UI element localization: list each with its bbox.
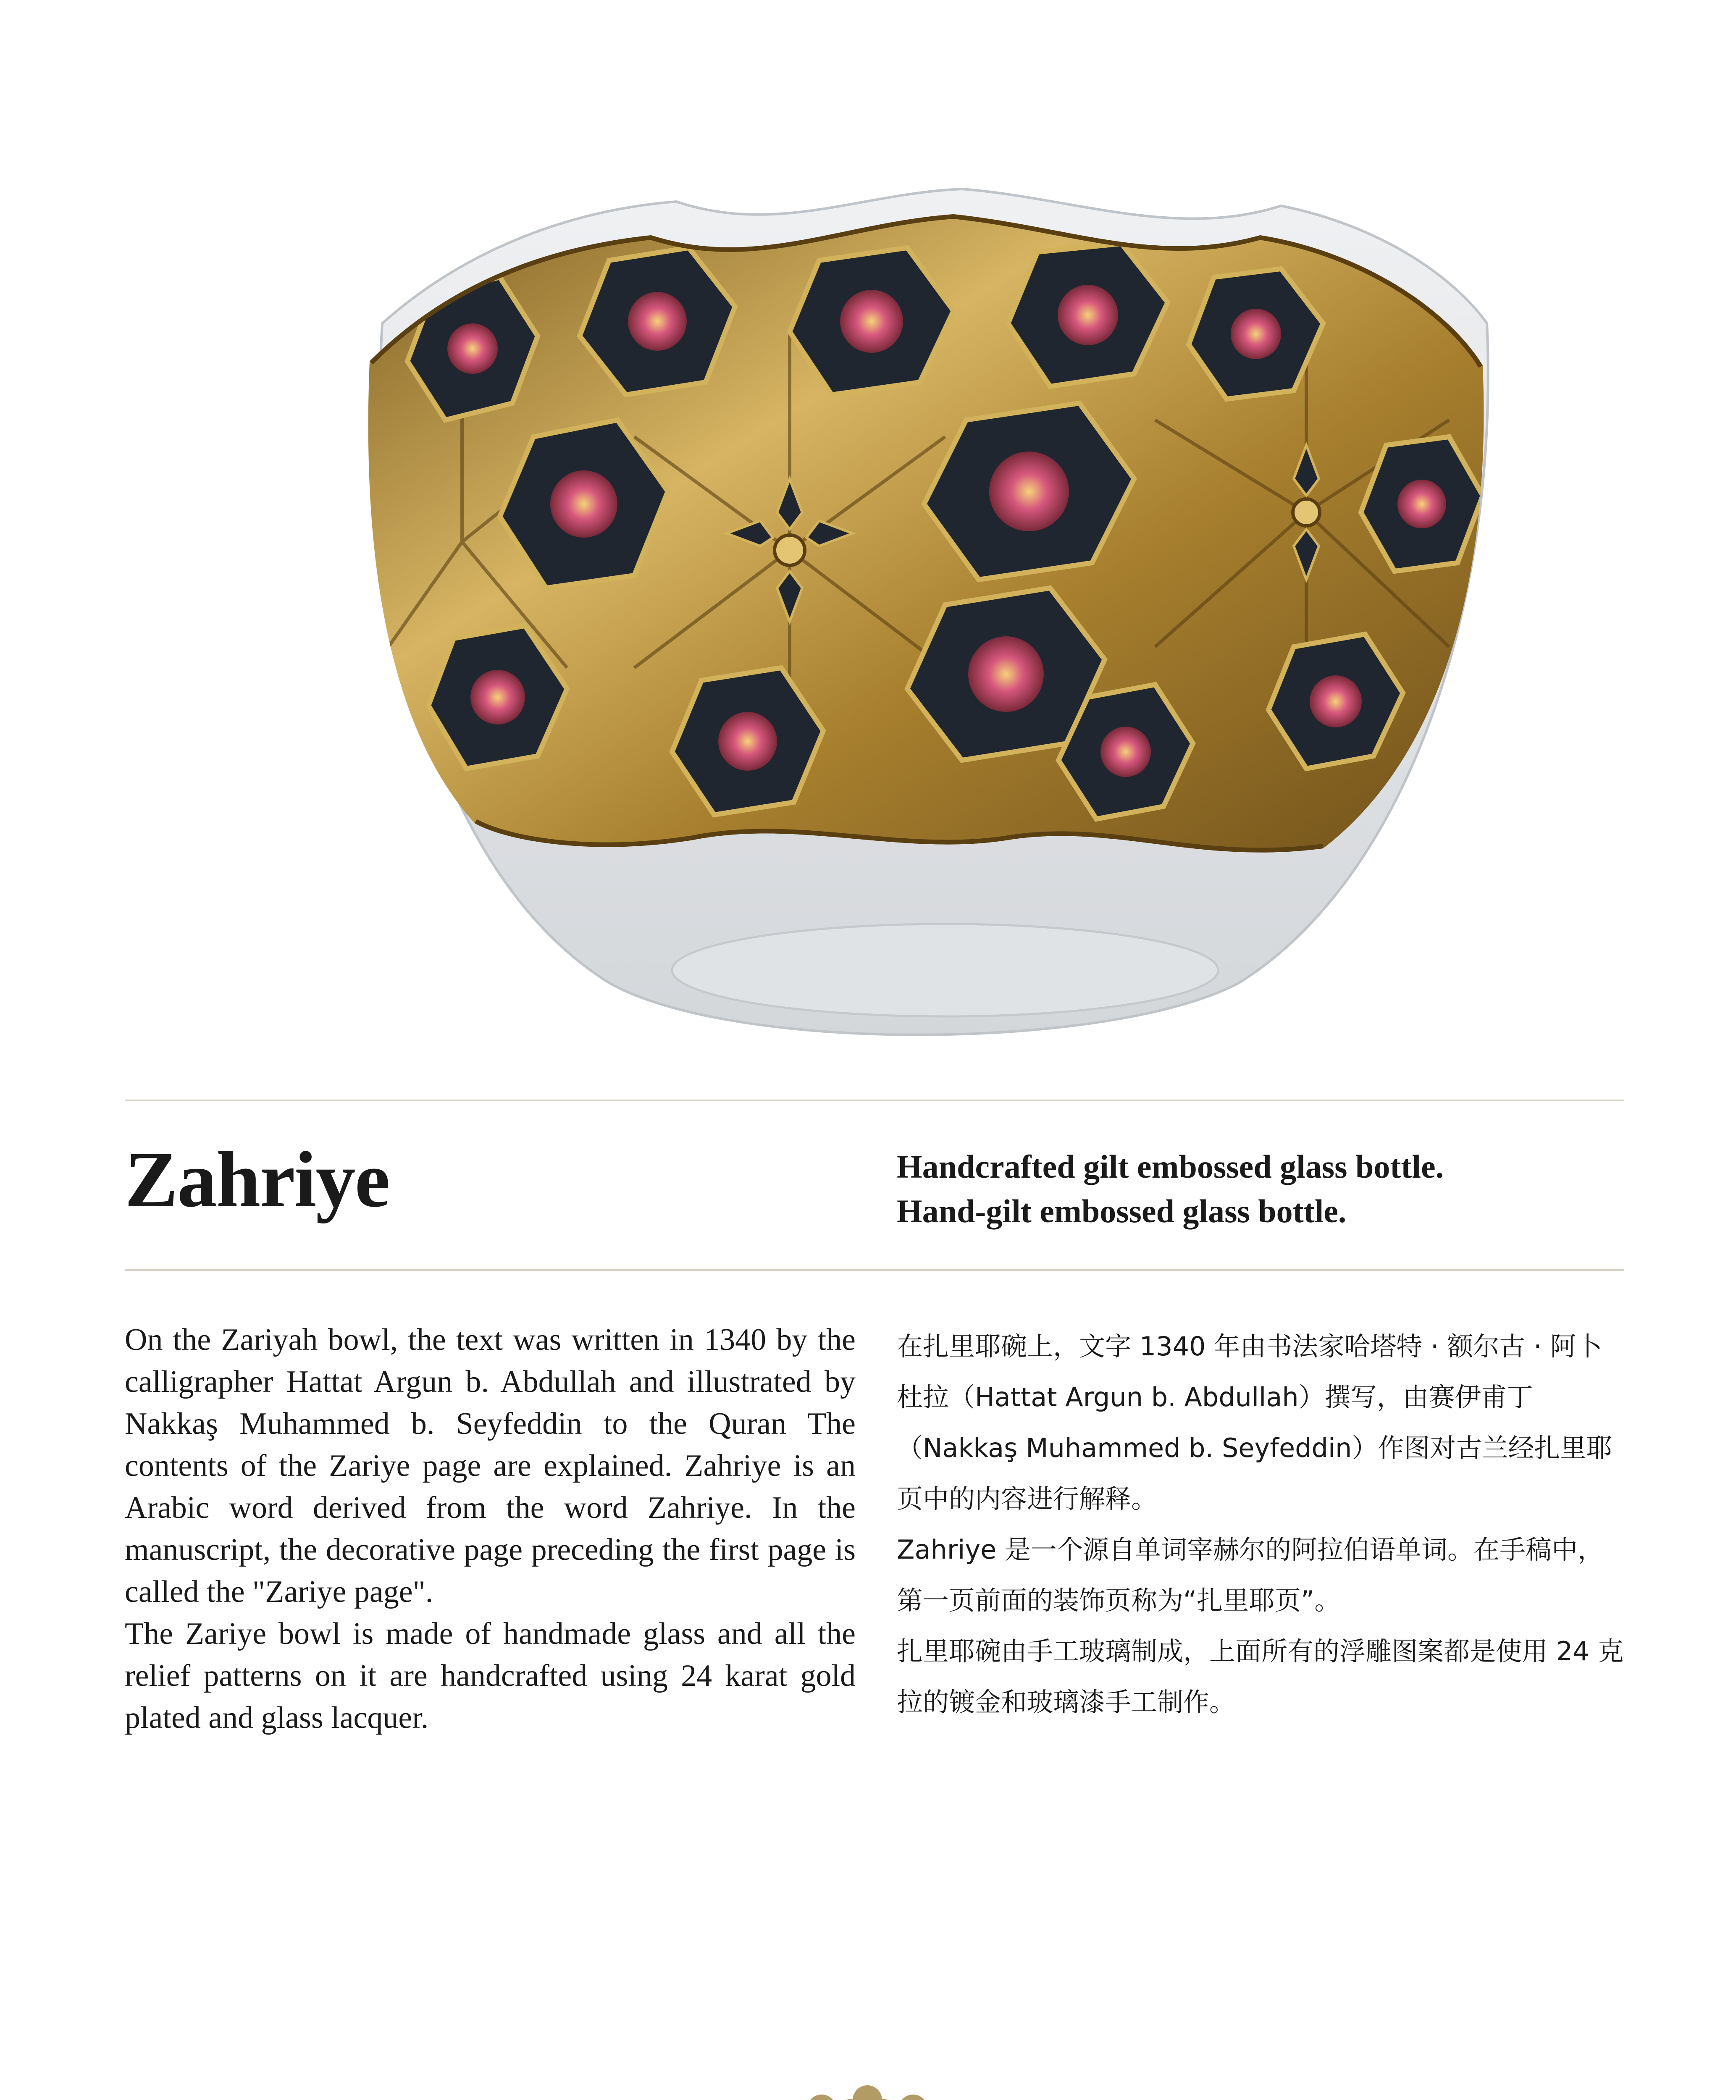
seal-badge-icon: [733, 2085, 1002, 2100]
subtitle-line-2: Hand-gilt embossed glass bottle.: [897, 1193, 1347, 1229]
description-en-paragraph-1: On the Zariyah bowl, the text was written in 1340 by the calligrapher Hattat Argun b. Abdullah and illustrated by Nakkaş Muhammed b. Seyfeddin to the Quran The contents of the Zariye page are explained. Zahriye is an Arabic word derived from the word Zahriye. In the manuscript, the decorative page preceding the first page is called the "Zariye page".: [125, 1323, 856, 1609]
description-zh-paragraph-3: 扎里耶碗由手工玻璃制成，上面所有的浮雕图案都是使用 24 克拉的镀金和玻璃漆手工制作。: [897, 1636, 1624, 1717]
product-image: [357, 185, 1491, 1071]
description-zh-paragraph-2: Zahriye 是一个源自单词宰赫尔的阿拉伯语单词。在手稿中，第一页前面的装饰页称为“扎里耶页”。: [897, 1534, 1604, 1616]
description-english: [125, 1319, 856, 1739]
zahriye-bowl-illustration: [357, 185, 1491, 1071]
product-title: Zahriye: [125, 1136, 389, 1224]
limited-edition-seal: [733, 2085, 1002, 2100]
header-divider: [125, 1269, 1624, 1271]
subtitle-line-1: Handcrafted gilt embossed glass bottle.: [897, 1148, 1444, 1185]
top-divider: [125, 1100, 1624, 1101]
description-chinese: [897, 1321, 1628, 1727]
product-subtitle: [897, 1144, 1444, 1234]
description-en-paragraph-2: The Zariye bowl is made of handmade glass and all the relief patterns on it are handcrafted using 24 karat gold plated and glass lacquer.: [125, 1617, 856, 1735]
description-zh-paragraph-1: 在扎里耶碗上，文字 1340 年由书法家哈塔特 · 额尔古 · 阿卜杜拉（Hattat Argun b. Abdullah）撰写，由赛伊甫丁（Nakkaş Muhammed b. Seyfeddin）作图对古兰经扎里耶页中的内容进行解释。: [897, 1331, 1613, 1514]
